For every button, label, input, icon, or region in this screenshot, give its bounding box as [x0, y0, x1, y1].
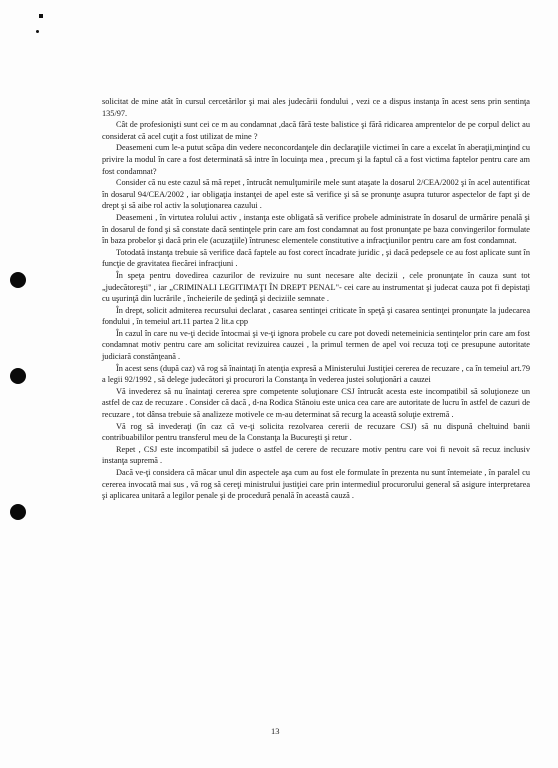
scan-dot — [36, 30, 39, 33]
document-body — [102, 96, 530, 502]
punch-hole-middle — [10, 368, 26, 384]
paragraph-5: Deasemeni , în virtutea rolului activ , instanţa este obligată să verifice probele administrate în dosarul de urmărire penală şi în dosarul de fond şi să constate dacă sentinţele prin care am fost condamnat au fost pronunţate pe baza convingerilor formulate în baza probelor şi dacă prin ele (acuzaţiile) întrunesc elementele constitutive a infracţiunilor pentru care am fost condamnat. — [102, 212, 530, 246]
paragraph-13: Repet , CSJ este incompatibil să judece o astfel de cerere de recuzare motiv pentru care voi fi nevoit să recuz inclusiv instanţa supremă . — [102, 444, 530, 466]
paragraph-1: solicitat de mine atât în cursul cercetărilor şi mai ales judecării fondului , vezi ce a dispus instanţa în acest sens prin sentinţa 135/97. — [102, 97, 530, 118]
paragraph-8: În drept, solicit admiterea recursului declarat , casarea sentinţei criticate în speţă şi casarea sentinţei pronunţate la judecarea fondului , în temeiul art.11 partea 2 lit.a cpp — [102, 305, 530, 327]
page-number: 13 — [271, 726, 280, 736]
paragraph-12: Vă rog să invederaţi (în caz că ve-ţi solicita rezolvarea cererii de recuzare CSJ) să nu dispună cheltuind banii contribuabililor pentru transferul meu de la Constanţa la Bucureşti şi retur . — [102, 421, 530, 443]
paragraph-4: Consider că nu este cazul să mă repet , întrucât nemulţumirile mele sunt ataşate la dosarul 2/CEA/2002 şi în acel autentificat în dosarul 94/CEA/2002 , iar obligaţia instanţei de apel este să verifice şi să se pronunţe asupra tuturor aspectelor de fapt şi de drept şi să aibe rol activ la soluţionarea cazului . — [102, 178, 530, 211]
paragraph-6: Totodată instanţa trebuie să verifice dacă faptele au fost corect încadrate juridic , şi dacă pedepsele ce au fost aplicate sunt în funcţie de gravitatea fiecărei infracţiuni . — [102, 247, 530, 269]
paragraph-9: În cazul în care nu ve-ţi decide întocmai şi ve-ţi ignora probele cu care pot dovedi netemeinicia sentinţelor prin care am fost condamnat motiv pentru care am solicitat revizuirea cauzei , la primul termen de apel voi recuza toţi ce presupune autoritate judiciară constănţeană . — [102, 328, 530, 362]
paragraph-3: Deasemeni cum le-a putut scăpa din vedere neconcordanţele din declaraţiile victimei în care a excelat în aberaţii,minţind cu privire la modul în care a fost determinată să intre în locuinţa mea , precum şi la faptul că a fost victima faptelor pentru care am fost condamnat? — [102, 143, 530, 176]
paragraph-7: În speţa pentru dovedirea cazurilor de revizuire nu sunt necesare alte decizii , cele pronunţate în cauza sunt tot „judecătoreşti" , iar „CRIMINALI LEGITIMAŢI ÎN DREPT PENAL"- cei care au instrumentat şi judecat cauza pot fi depistaţi cu uşurinţă din lucrările , încheierile de şedinţă şi deciziile semnate . — [102, 270, 530, 304]
punch-hole-top — [10, 272, 26, 288]
paragraph-14: Dacă ve-ţi considera că măcar unul din aspectele aşa cum au fost ele formulate în prezenta nu sunt întemeiate , în paralel cu cererea invocată mai sus , vă rog să cereţi ministrului justiţiei care prin intermediul procurorului general să asigure interpretarea şi aplicarea unitară a legilor penale şi de procedură penală în această cauză . — [102, 468, 530, 501]
paragraph-11: Vă invederez să nu înaintaţi cererea spre competente soluţionare CSJ întrucât acesta este incompatibil să soluţioneze un astfel de caz de recuzare . Consider că dacă , d-na Rodica Stănoiu este unica cea care are autoritate de lucru în astfel de cazuri de recuzare , tot dânsa trebuie să analizeze motivele ce m-au determinat să recurg la această soluţie extremă . — [102, 386, 530, 420]
paragraph-2: Cât de profesionişti sunt cei ce m au condamnat ,dacă fără teste balistice şi fără ridicarea amprentelor de pe corpul delict au considerat că acel cuţit a fost utilizat de mine ? — [102, 120, 530, 141]
corner-mark — [39, 14, 43, 18]
punch-hole-bottom — [10, 504, 26, 520]
paragraph-10: În acest sens (după caz) vă rog să înaintaţi în atenţia expresă a Ministerului Justiţiei cererea de recuzare , ca în temeiul art.79 a legii 92/1992 , să delege judecători şi procurori la Constanţa în vederea justei soluţionări a cauzei — [102, 363, 530, 385]
